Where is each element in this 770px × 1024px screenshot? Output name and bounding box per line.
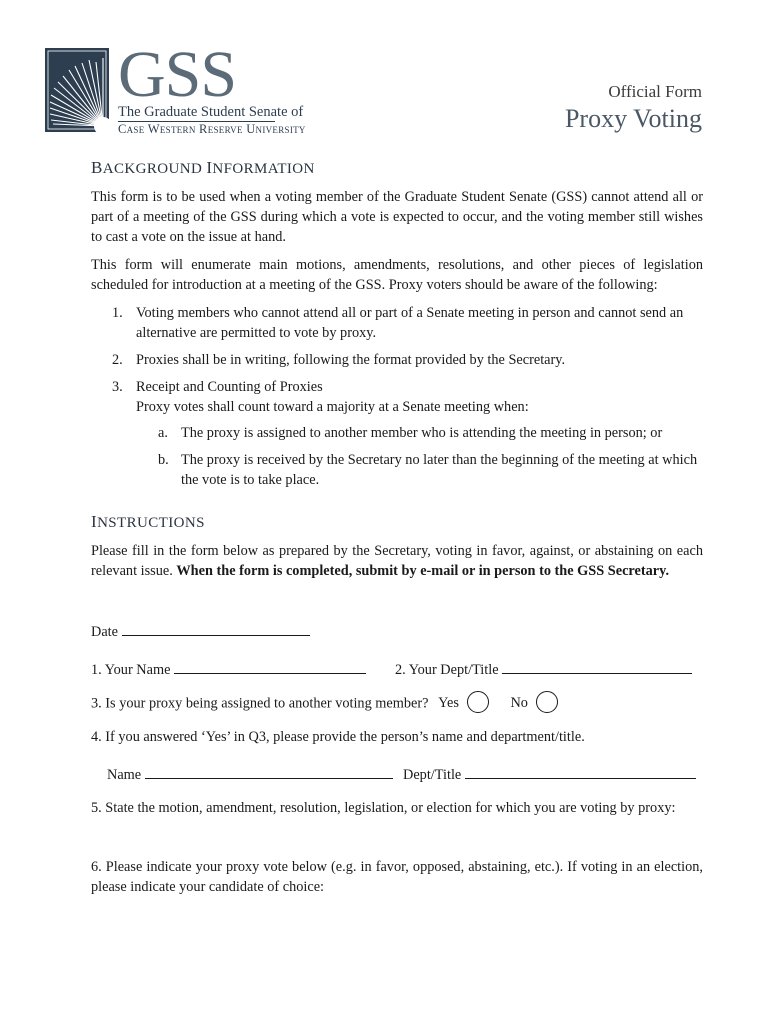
dept-field-row (395, 659, 692, 679)
logo-wordmark: GSS (118, 38, 237, 111)
proxy-dept-row (403, 764, 696, 784)
list-item: 2. Proxies shall be in writing, following the format provided by the Secretary. (112, 352, 566, 368)
q6-prompt: 6. Please indicate your proxy vote below (e.g. in favor, opposed, abstaining, etc.). If voting in an election, please indicate your candidate of choice: (91, 859, 703, 895)
name-label: 1. Your Name (91, 662, 171, 678)
proxy-conditions-list (136, 423, 703, 490)
name-field[interactable] (174, 659, 366, 674)
form-title: Proxy Voting (564, 104, 702, 133)
list-item: b. The proxy is received by the Secretary no later than the beginning of the meeting at which the vote is to take place. (158, 452, 698, 488)
instructions-paragraph: Please fill in the form below as prepared by the Secretary, voting in favor, against, or abstaining on each relevant issue. When the form is completed, submit by e-mail or in person to the GSS Secretary. (91, 543, 703, 579)
proxy-name-label: Name (107, 767, 142, 783)
proxy-assigned-question: 3. Is your proxy being assigned to another voting member? (91, 695, 429, 712)
yes-radio[interactable] (467, 691, 489, 713)
background-paragraph-1: This form is to be used when a voting member of the Graduate Student Senate (GSS) cannot attend all or part of a meeting of the GSS during which a vote is expected to occur, and the voting member still wishes to cast a vote on the issue at hand. (91, 189, 703, 245)
date-label: Date (91, 624, 118, 640)
logo-org-line: The Graduate Student Senate of (118, 104, 304, 120)
dept-field[interactable] (502, 659, 692, 674)
form-kind-label: Official Form (608, 82, 702, 101)
q4-prompt: 4. If you answered ‘Yes’ in Q3, please provide the person’s name and department/title. (91, 729, 585, 745)
gss-logo-sunburst-icon (45, 48, 109, 132)
no-label: No (510, 695, 528, 712)
list-item: 1. Voting members who cannot attend all or part of a Senate meeting in person and cannot send an alternative are permitted to vote by proxy. (112, 305, 684, 341)
date-field[interactable] (122, 621, 310, 636)
date-field-row (91, 621, 310, 641)
list-item: a. The proxy is assigned to another member who is attending the meeting in person; or (158, 425, 663, 441)
q5-prompt: 5. State the motion, amendment, resolution, legislation, or election for which you are voting by proxy: (91, 800, 676, 816)
instructions-heading: INSTRUCTIONS (91, 512, 205, 531)
form-content (91, 158, 703, 589)
rules-list (91, 303, 703, 490)
dept-label: 2. Your Dept/Title (395, 662, 499, 678)
list-item: 3. Receipt and Counting of Proxies Proxy votes shall count toward a majority at a Senate meeting when: a. The proxy is assigned to another member who is attending the meeting in person; or b. The proxy is received by the Secretary no later than the beginning of the meeting at which the vote is to take place. (91, 377, 703, 490)
logo-university-line: Case Western Reserve University (118, 122, 306, 136)
name-field-row (91, 659, 366, 679)
proxy-name-field[interactable] (145, 764, 393, 779)
proxy-assigned-row (91, 693, 558, 715)
yes-label: Yes (438, 695, 459, 712)
background-paragraph-2: This form will enumerate main motions, amendments, resolutions, and other pieces of legislation scheduled for introduction at a meeting of the GSS. Proxy voters should be aware of the following: (91, 257, 703, 293)
proxy-dept-label: Dept/Title (403, 767, 462, 783)
no-radio[interactable] (536, 691, 558, 713)
background-heading: BACKGROUND INFORMATION (91, 158, 315, 177)
proxy-dept-field[interactable] (465, 764, 696, 779)
proxy-name-row (107, 764, 393, 784)
